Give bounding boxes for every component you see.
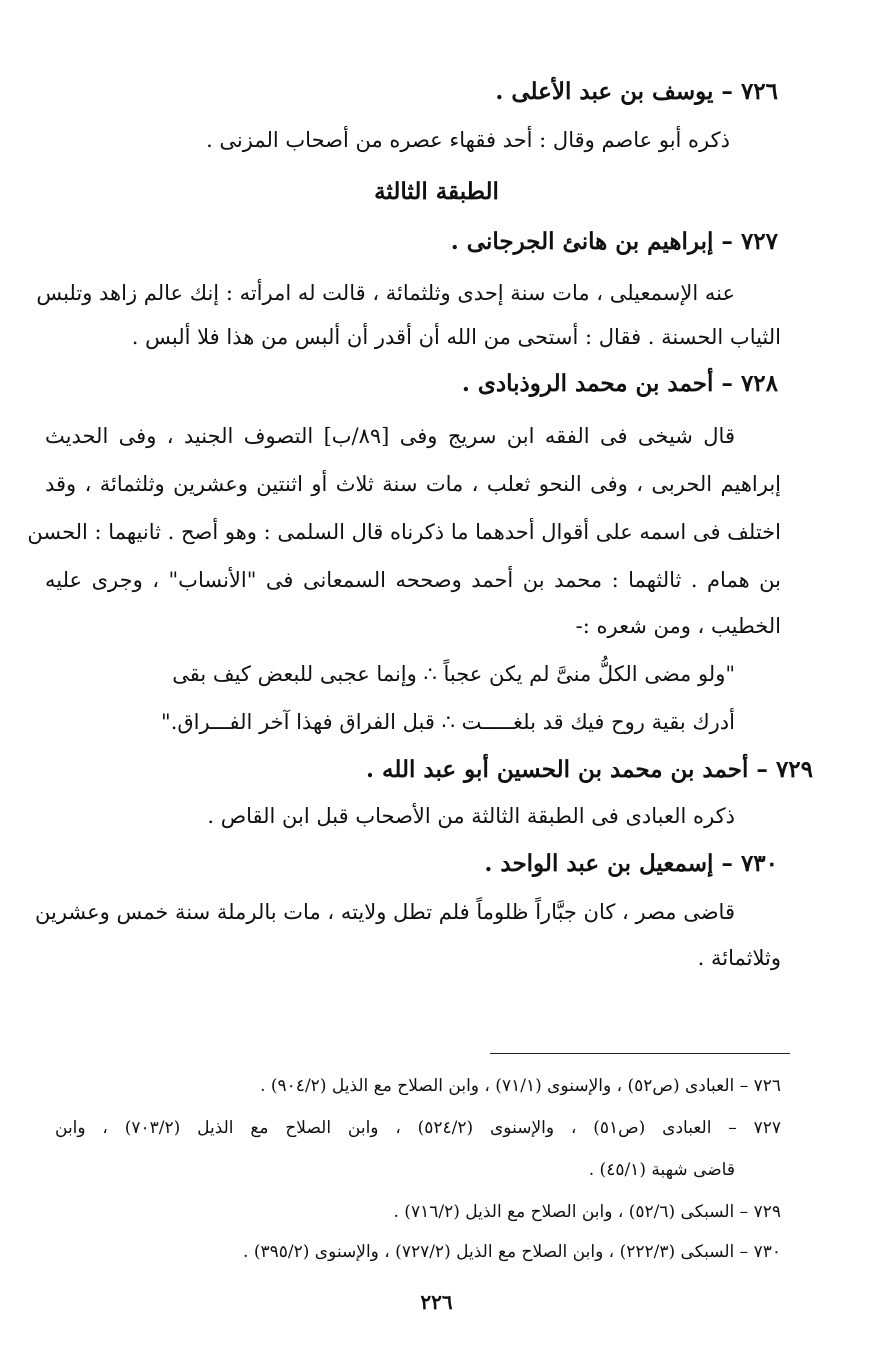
- entry-heading-730: ٧٣٠ – إسمعيل بن عبد الواحد .: [484, 850, 778, 877]
- poem-verse: "ولو مضى الكلُّ منىَّ لم يكن عجباً ∴ وإنما عجبى للبعض كيف بقى: [172, 662, 735, 686]
- footnote-continuation: قاضى شهبة (٤٥/١) .: [588, 1160, 735, 1180]
- entry-text-line: إبراهيم الحربى ، وفى النحو ثعلب ، مات سنة ثلاث أو اثنتين وعشرين وثلثمائة ، وقد: [45, 472, 781, 496]
- page-number: ٢٢٦: [420, 1290, 453, 1314]
- entry-text-line: عنه الإسمعيلى ، مات سنة إحدى وثلثمائة ، قالت له امرأته : إنك عالم زاهد وتلبس: [36, 281, 735, 305]
- section-title: الطبقة الثالثة: [374, 178, 499, 205]
- entry-heading-729: ٧٢٩ – أحمد بن محمد بن الحسين أبو عبد الله .: [366, 756, 813, 783]
- entry-text-line: بن همام . ثالثهما : محمد بن أحمد وصححه السمعانى فى "الأنساب" ، وجرى عليه: [45, 568, 781, 592]
- footnote-separator: [490, 1053, 790, 1054]
- entry-text-line: اختلف فى اسمه على أقوال أحدهما ما ذكرناه قال السلمى : وهو أصح . ثانيهما : الحسن: [27, 520, 781, 544]
- entry-heading-728: ٧٢٨ – أحمد بن محمد الروذبادى .: [461, 370, 778, 397]
- entry-text-line: الثياب الحسنة . فقال : أستحى من الله أن أقدر أن ألبس من هذا فلا ألبس .: [131, 325, 781, 349]
- footnote: ٧٣٠ – السبكى (٢٢٢/٣) ، وابن الصلاح مع الذيل (٧٢٧/٢) ، والإسنوى (٣٩٥/٢) .: [243, 1242, 781, 1262]
- entry-heading-726: ٧٢٦ – يوسف بن عبد الأعلى .: [495, 78, 778, 105]
- footnote: ٧٢٩ – السبكى (٥٢/٦) ، وابن الصلاح مع الذيل (٧١٦/٢) .: [393, 1202, 781, 1222]
- entry-heading-727: ٧٢٧ – إبراهيم بن هانئ الجرجانى .: [450, 228, 778, 255]
- footnote: ٧٢٧ – العبادى (ص٥١) ، والإسنوى (٥٢٤/٢) ، وابن الصلاح مع الذيل (٧٠٣/٢) ، وابن: [55, 1118, 781, 1138]
- entry-text-line: ذكره العبادى فى الطبقة الثالثة من الأصحاب قبل ابن القاص .: [207, 804, 735, 828]
- entry-text-line: وثلاثمائة .: [697, 946, 781, 970]
- entry-text-line: ذكره أبو عاصم وقال : أحد فقهاء عصره من أصحاب المزنى .: [206, 128, 730, 152]
- entry-text-line: الخطيب ، ومن شعره :-: [575, 614, 781, 638]
- entry-text-line: قال شيخى فى الفقه ابن سريج وفى [٨٩/ب] التصوف الجنيد ، وفى الحديث: [45, 424, 735, 448]
- footnote: ٧٢٦ – العبادى (ص٥٢) ، والإسنوى (٧١/١) ، وابن الصلاح مع الذيل (٩٠٤/٢) .: [260, 1076, 781, 1096]
- poem-verse: أدرك بقية روح فيك قد بلغـــــت ∴ قبل الفراق فهذا آخر الفـــراق.": [161, 710, 735, 734]
- entry-text-line: قاضى مصر ، كان جبَّاراً ظلوماً فلم تطل ولايته ، مات بالرملة سنة خمس وعشرين: [34, 900, 735, 924]
